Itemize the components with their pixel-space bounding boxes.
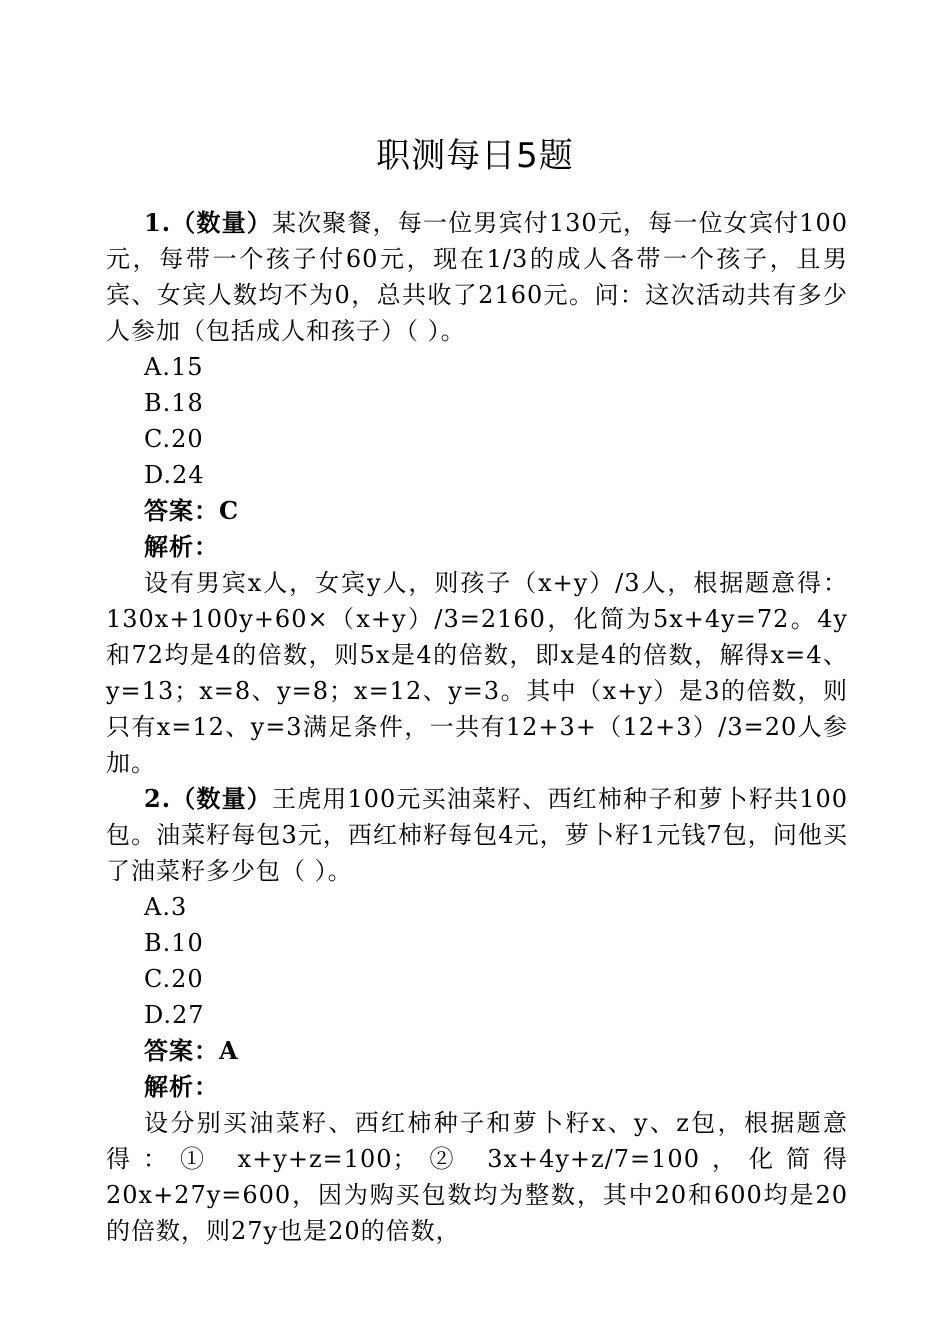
question-1-option-a: A.15 <box>144 353 204 381</box>
question-2-stem <box>106 781 848 889</box>
question-1-number: 1. <box>144 208 172 237</box>
question-1-analysis-label: 解析： <box>144 532 219 561</box>
question-1-option-d: D.24 <box>144 461 205 489</box>
question-2-option-c: C.20 <box>144 965 204 993</box>
question-1-stem <box>106 205 848 349</box>
question-list <box>106 205 848 1249</box>
question-2-tag: （数量） <box>171 784 272 813</box>
question-2-option-a: A.3 <box>144 893 188 921</box>
answer-value: A <box>219 1036 239 1065</box>
question-2-number: 2. <box>144 784 172 813</box>
question-2-answer <box>106 1033 848 1069</box>
question-2-analysis: 设分别买油菜籽、西红柿种子和萝卜籽x、y、z包，根据题意得：① x+y+z=100；② 3x+4y+z/7=100，化简得20x+27y=600，因为购买包数均为整数，其中20和600均是20的倍数，则27y也是20的倍数， <box>106 1109 848 1245</box>
question-1-option-c: C.20 <box>144 425 204 453</box>
question-1-tag: （数量） <box>171 208 272 237</box>
question-2-option-d: D.27 <box>144 1001 205 1029</box>
question-2-option-b: B.10 <box>144 929 204 957</box>
question-1-answer <box>106 493 848 529</box>
page-title: 职测每日5题 <box>376 136 574 176</box>
answer-value: C <box>219 496 240 525</box>
question-1-option-b: B.18 <box>144 389 204 417</box>
question-2-text: 王虎用100元买油菜籽、西红柿种子和萝卜籽共100包。油菜籽每包3元，西红柿籽每包4元，萝卜籽1元钱7包，问他买了油菜籽多少包（ ）。 <box>106 785 849 885</box>
question-2-analysis-label: 解析： <box>144 1072 219 1101</box>
question-1-text: 某次聚餐，每一位男宾付130元，每一位女宾付100元，每带一个孩子付60元，现在1/3的成人各带一个孩子，且男宾、女宾人数均不为0，总共收了2160元。问：这次活动共有多少人参加（包括成人和孩子）（ ）。 <box>106 209 849 345</box>
question-1-analysis: 设有男宾x人，女宾y人，则孩子（x+y）/3人，根据题意得：130x+100y+60×（x+y）/3=2160，化简为5x+4y=72。4y和72均是4的倍数，则5x是4的倍数，即x是4的倍数，解得x=4、y=13；x=8、y=8；x=12、y=3。其中（x+y）是3的倍数，则只有x=12、y=3满足条件，一共有12+3+（12+3）/3=20人参加。 <box>106 569 848 777</box>
answer-label: 答案： <box>144 1036 219 1065</box>
answer-label: 答案： <box>144 496 219 525</box>
